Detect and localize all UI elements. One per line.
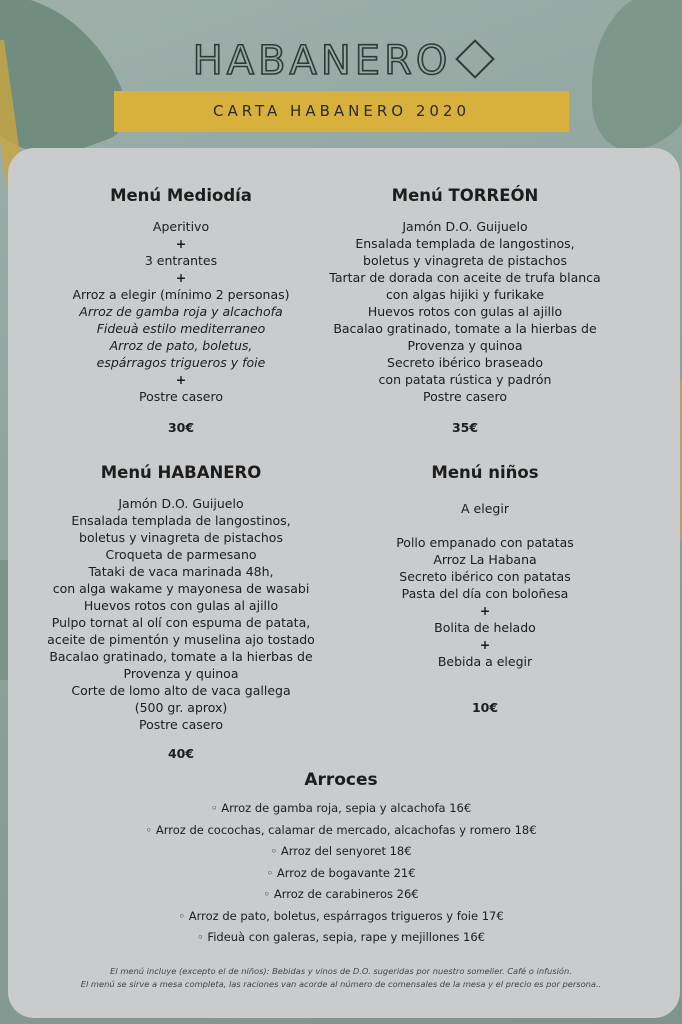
menu-price: 10€ bbox=[471, 700, 499, 715]
menu-item: Postre casero bbox=[139, 389, 223, 404]
menu-item: Croqueta de parmesano bbox=[105, 547, 257, 562]
menu-item: con algas hijiki y furikake bbox=[385, 287, 545, 302]
menu-price: 30€ bbox=[167, 420, 195, 435]
menu-item: Tartar de dorada con aceite de trufa blanca bbox=[329, 270, 601, 285]
menu-item: Ensalada templada de langostinos, bbox=[355, 236, 575, 251]
logo bbox=[0, 38, 682, 84]
menu-title: Menú TORREÓN bbox=[391, 186, 539, 205]
menu-item: Huevos rotos con gulas al ajillo bbox=[367, 304, 563, 319]
arroz-item: ◦ Arroz de bogavante 21€ bbox=[266, 865, 416, 880]
arroz-item: ◦ Arroz de cocochas, calamar de mercado, alcachofas y romero 18€ bbox=[145, 822, 537, 837]
menu-item: Secreto ibérico con patatas bbox=[399, 569, 571, 584]
menu-items bbox=[300, 218, 630, 405]
menu-item: Arroz de gamba roja y alcachofa bbox=[79, 304, 283, 319]
menu-title: Menú HABANERO bbox=[100, 463, 262, 482]
menu-title: Menú niños bbox=[431, 463, 539, 482]
menu-item: Bacalao gratinado, tomate a la hierbas de bbox=[333, 321, 597, 336]
menu-item: + bbox=[175, 236, 187, 251]
menu-item: Arroz a elegir (mínimo 2 personas) bbox=[72, 287, 290, 302]
menu-item: boletus y vinagreta de pistachos bbox=[79, 530, 283, 545]
menu-item: + bbox=[479, 637, 491, 652]
footer-line: El menú se sirve a mesa completa, las raciones van acorde al número de comensales de la mesa y el precio es por persona.. bbox=[80, 979, 602, 989]
menu-item: 3 entrantes bbox=[144, 253, 218, 268]
menu-banner: CARTA HABANERO 2020 bbox=[114, 91, 569, 132]
menu-item: + bbox=[175, 270, 187, 285]
menu-item: Corte de lomo alto de vaca gallega bbox=[71, 683, 291, 698]
menu-item: Arroz de pato, boletus, bbox=[109, 338, 253, 353]
menu-mediodia bbox=[16, 186, 346, 436]
diamond-icon bbox=[456, 39, 496, 79]
menu-item: aceite de pimentón y muselina ajo tostado bbox=[47, 632, 315, 647]
menu-title: Menú Mediodía bbox=[110, 186, 252, 205]
menu-item: Bolita de helado bbox=[434, 620, 536, 635]
arroz-item: ◦ Arroz de carabineros 26€ bbox=[263, 887, 419, 901]
logo-text: HABANERO bbox=[192, 38, 452, 84]
arroz-item: ◦ Arroz de pato, boletus, espárragos trigueros y foie 17€ bbox=[178, 908, 504, 923]
arroces-list bbox=[0, 798, 682, 949]
menu-item: con patata rústica y padrón bbox=[378, 372, 552, 387]
menu-item: Fideuà estilo mediterraneo bbox=[96, 321, 266, 336]
menu-ninos bbox=[320, 463, 650, 716]
menu-item: Bebida a elegir bbox=[437, 654, 533, 669]
menu-item: espárragos trigueros y foie bbox=[96, 355, 266, 370]
arroz-item: ◦ Fideuà con galeras, sepia, rape y mejillones 16€ bbox=[196, 930, 486, 944]
menu-item: con alga wakame y mayonesa de wasabi bbox=[52, 581, 310, 596]
menu-item: + bbox=[175, 372, 187, 387]
footer-note bbox=[0, 965, 682, 991]
menu-item: Postre casero bbox=[139, 717, 223, 732]
menu-item: A elegir bbox=[461, 501, 509, 516]
menu-items bbox=[16, 218, 346, 405]
menu-price: 40€ bbox=[167, 746, 195, 761]
menu-item: boletus y vinagreta de pistachos bbox=[363, 253, 567, 268]
footer-line: El menú incluye (excepto el de niños): Bebidas y vinos de D.O. sugeridas por nuestro somelier. Café o infusión. bbox=[110, 966, 572, 976]
menu-price: 35€ bbox=[451, 420, 479, 435]
menu-item: Ensalada templada de langostinos, bbox=[71, 513, 291, 528]
menu-item: Provenza y quinoa bbox=[407, 338, 523, 353]
menu-item: Pollo empanado con patatas bbox=[396, 535, 574, 550]
menu-item: Tataki de vaca marinada 48h, bbox=[88, 564, 274, 579]
menu-items bbox=[16, 495, 346, 733]
menu-item: Bacalao gratinado, tomate a la hierbas de bbox=[49, 649, 313, 664]
menu-item: Provenza y quinoa bbox=[123, 666, 239, 681]
menu-items bbox=[320, 534, 650, 670]
arroz-item: ◦ Arroz del senyoret 18€ bbox=[270, 844, 412, 858]
menu-habanero bbox=[16, 463, 346, 762]
menu-item: Jamón D.O. Guijuelo bbox=[118, 496, 244, 511]
menu-item: Postre casero bbox=[423, 389, 507, 404]
menu-item: (500 gr. aprox) bbox=[134, 700, 228, 715]
menu-item: Pasta del día con boloñesa bbox=[401, 586, 569, 601]
menu-item: Secreto ibérico braseado bbox=[387, 355, 543, 370]
arroces-title: Arroces bbox=[304, 770, 378, 790]
menu-torreon bbox=[300, 186, 630, 436]
menu-item: Huevos rotos con gulas al ajillo bbox=[83, 598, 279, 613]
menu-item: Pulpo tornat al olí con espuma de patata, bbox=[51, 615, 311, 630]
menu-item: Aperitivo bbox=[152, 219, 210, 234]
menu-item: Jamón D.O. Guijuelo bbox=[402, 219, 528, 234]
menu-item: + bbox=[479, 603, 491, 618]
menu-item: Arroz La Habana bbox=[433, 552, 537, 567]
arroz-item: ◦ Arroz de gamba roja, sepia y alcachofa 16€ bbox=[210, 801, 472, 815]
arroces-section bbox=[0, 770, 682, 949]
